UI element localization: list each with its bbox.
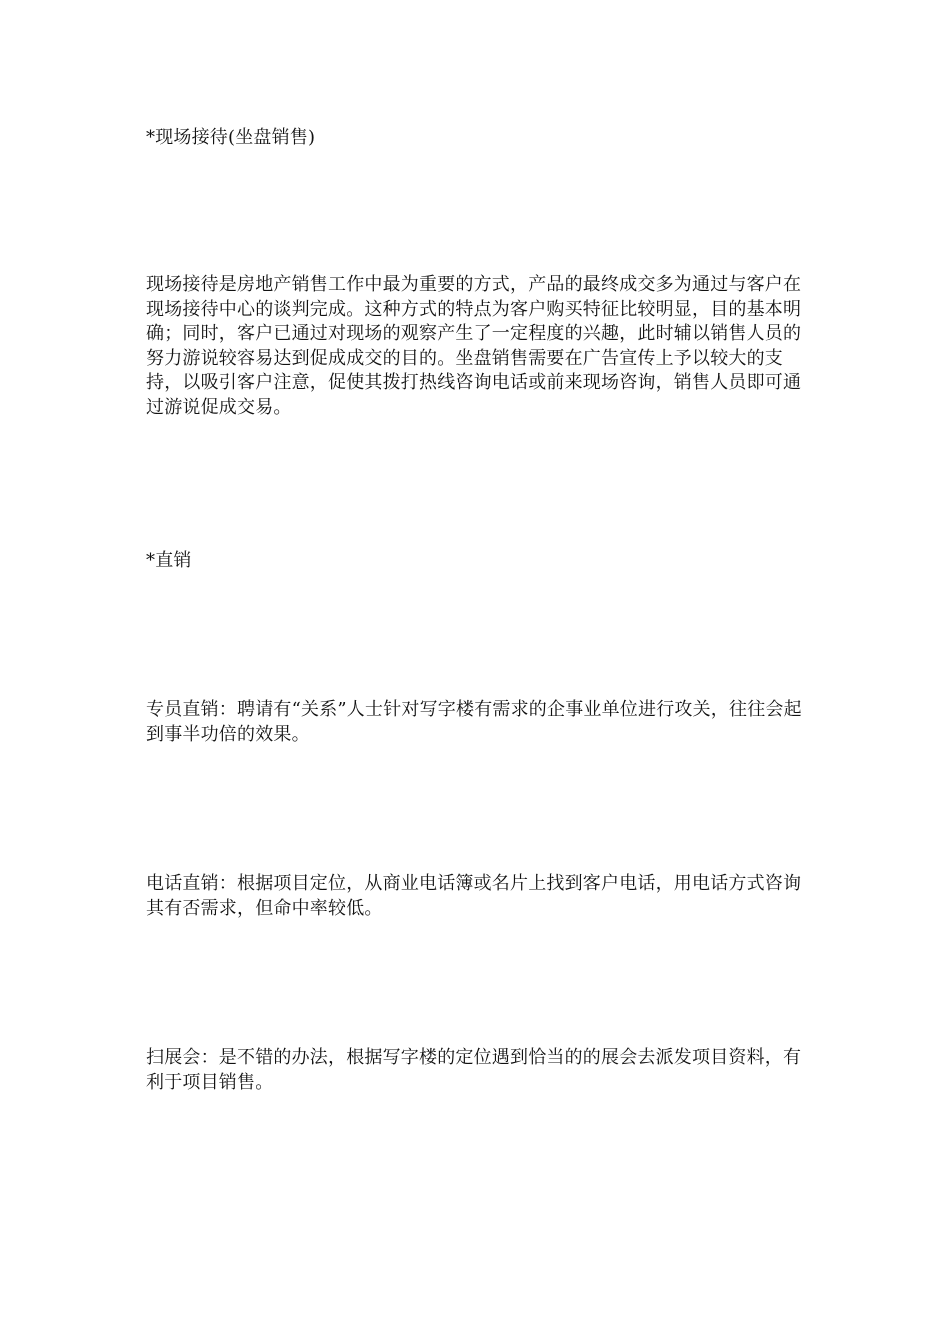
paragraph-phone-direct-sales: 电话直销：根据项目定位，从商业电话簿或名片上找到客户电话，用电话方式咨询其有否需求，但命中率较低。: [146, 873, 802, 919]
paragraph-exhibition-sales: 扫展会：是不错的办法，根据写字楼的定位遇到恰当的的展会去派发项目资料，有利于项目销售。: [146, 1047, 802, 1093]
paragraph-onsite-reception: 现场接待是房地产销售工作中最为重要的方式，产品的最终成交多为通过与客户在现场接待中心的谈判完成。这种方式的特点为客户购买特征比较明显，目的基本明确；同时，客户已通过对现场的观察产生了一定程度的兴趣，此时辅以销售人员的努力游说较容易达到促成成交的目的。坐盘销售需要在广告宣传上予以较大的支持，以吸引客户注意，促使其拨打热线咨询电话或前来现场咨询，销售人员即可通过游说促成交易。: [146, 274, 802, 418]
paragraph-specialist-direct-sales: 专员直销：聘请有“关系”人士针对写字楼有需求的企事业单位进行攻关，往往会起到事半功倍的效果。: [146, 699, 802, 745]
section-heading-direct-sales: *直销: [146, 550, 192, 571]
section-heading-onsite-reception: *现场接待(坐盘销售): [146, 127, 316, 148]
